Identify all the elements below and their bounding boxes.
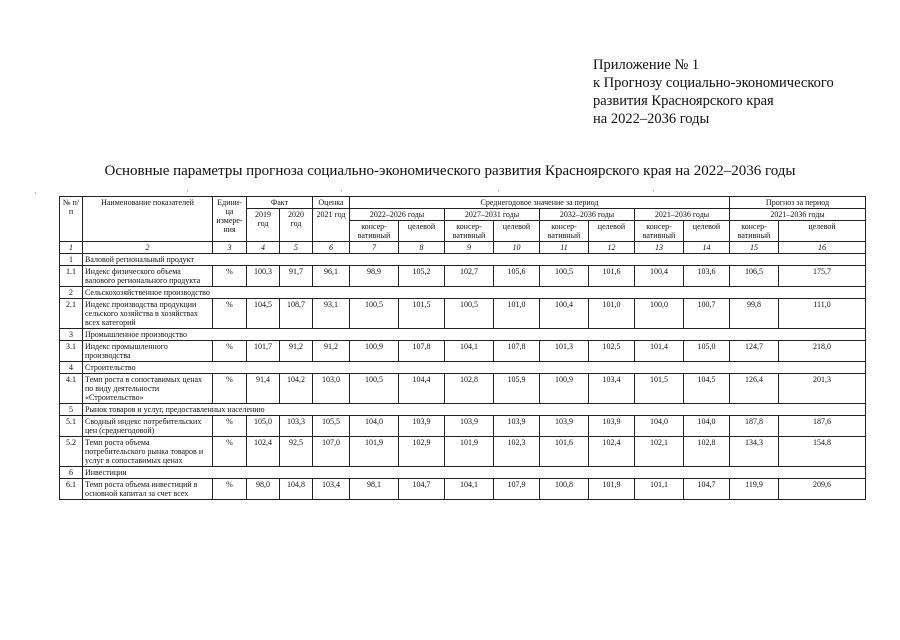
value-cell: 102,4 bbox=[247, 437, 280, 467]
table-row bbox=[60, 299, 866, 329]
section-row bbox=[60, 362, 866, 374]
section-row bbox=[60, 254, 866, 266]
value-cell: 154,8 bbox=[779, 437, 866, 467]
value-cell: 107,8 bbox=[399, 341, 445, 362]
section-number: 2 bbox=[60, 287, 83, 299]
header-name: Наименование показателей bbox=[83, 197, 213, 242]
value-cell: 100,9 bbox=[350, 341, 399, 362]
column-number: 1 bbox=[60, 242, 83, 254]
value-cell: 102,7 bbox=[445, 266, 494, 287]
header-forecast-period: 2021–2036 годы bbox=[730, 209, 866, 221]
row-number: 1.1 bbox=[60, 266, 83, 287]
value-cell: 187,8 bbox=[730, 416, 779, 437]
value-cell: 107,0 bbox=[313, 437, 350, 467]
value-cell: 104,0 bbox=[350, 416, 399, 437]
value-cell: 105,0 bbox=[247, 416, 280, 437]
header-target: целевой bbox=[779, 221, 866, 242]
value-cell: 104,7 bbox=[399, 479, 445, 500]
section-number: 5 bbox=[60, 404, 83, 416]
value-cell: 100,5 bbox=[540, 266, 589, 287]
value-cell: 100,5 bbox=[350, 374, 399, 404]
section-title: Валовой региональный продукт bbox=[83, 254, 866, 266]
row-number: 4.1 bbox=[60, 374, 83, 404]
value-cell: 102,3 bbox=[494, 437, 540, 467]
column-number: 9 bbox=[445, 242, 494, 254]
header-unit: Едини- ца измере- ния bbox=[213, 197, 247, 242]
value-cell: 103,3 bbox=[280, 416, 313, 437]
appendix-line-1: Приложение № 1 bbox=[593, 57, 700, 73]
table-row bbox=[60, 374, 866, 404]
value-cell: 111,0 bbox=[779, 299, 866, 329]
value-cell: 98,9 bbox=[350, 266, 399, 287]
value-cell: 101,9 bbox=[445, 437, 494, 467]
value-cell: 105,9 bbox=[494, 374, 540, 404]
value-cell: 101,9 bbox=[350, 437, 399, 467]
value-cell: 101,3 bbox=[540, 341, 589, 362]
value-cell: 98,0 bbox=[247, 479, 280, 500]
indicator-name: Индекс физического объема валового регионального продукта bbox=[83, 266, 213, 287]
table-row bbox=[60, 266, 866, 287]
header-estimate: Оценка bbox=[313, 197, 350, 209]
section-title: Сельскохозяйственное производство bbox=[83, 287, 866, 299]
column-number: 14 bbox=[684, 242, 730, 254]
value-cell: 106,5 bbox=[730, 266, 779, 287]
appendix-line-4: на 2022–2036 годы bbox=[593, 111, 710, 127]
column-number-row bbox=[60, 242, 866, 254]
value-cell: 103,4 bbox=[313, 479, 350, 500]
indicator-name: Индекс промышленного производства bbox=[83, 341, 213, 362]
scan-speck: · bbox=[34, 188, 37, 198]
value-cell: 93,1 bbox=[313, 299, 350, 329]
table-row bbox=[60, 416, 866, 437]
value-cell: 100,4 bbox=[540, 299, 589, 329]
value-cell: 126,4 bbox=[730, 374, 779, 404]
value-cell: 101,5 bbox=[399, 299, 445, 329]
document-title: Основные параметры прогноза социально-экономического развития Красноярского края на 2022–2036 годы bbox=[104, 163, 796, 179]
value-cell: 104,5 bbox=[247, 299, 280, 329]
section-row bbox=[60, 467, 866, 479]
column-number: 4 bbox=[247, 242, 280, 254]
value-cell: 101,7 bbox=[247, 341, 280, 362]
unit-cell: % bbox=[213, 299, 247, 329]
column-number: 2 bbox=[83, 242, 213, 254]
value-cell: 100,5 bbox=[350, 299, 399, 329]
indicator-name: Темп роста в сопоставимых ценах по виду деятельности «Строительство» bbox=[83, 374, 213, 404]
value-cell: 119,9 bbox=[730, 479, 779, 500]
value-cell: 104,8 bbox=[280, 479, 313, 500]
header-fact: Факт bbox=[247, 197, 313, 209]
column-number: 11 bbox=[540, 242, 589, 254]
value-cell: 101,6 bbox=[540, 437, 589, 467]
row-number: 2.1 bbox=[60, 299, 83, 329]
unit-cell: % bbox=[213, 437, 247, 467]
value-cell: 103,4 bbox=[589, 374, 635, 404]
header-period-2: 2027–2031 годы bbox=[445, 209, 540, 221]
section-number: 1 bbox=[60, 254, 83, 266]
header-target: целевой bbox=[494, 221, 540, 242]
scan-speck: · bbox=[340, 186, 343, 196]
value-cell: 105,6 bbox=[494, 266, 540, 287]
value-cell: 124,7 bbox=[730, 341, 779, 362]
column-number: 12 bbox=[589, 242, 635, 254]
value-cell: 102,1 bbox=[635, 437, 684, 467]
unit-cell: % bbox=[213, 266, 247, 287]
column-number: 3 bbox=[213, 242, 247, 254]
value-cell: 103,9 bbox=[589, 416, 635, 437]
row-number: 5.1 bbox=[60, 416, 83, 437]
value-cell: 107,8 bbox=[494, 341, 540, 362]
section-number: 3 bbox=[60, 329, 83, 341]
value-cell: 101,4 bbox=[635, 341, 684, 362]
value-cell: 105,0 bbox=[684, 341, 730, 362]
value-cell: 104,0 bbox=[684, 416, 730, 437]
value-cell: 100,0 bbox=[635, 299, 684, 329]
scan-speck: · bbox=[497, 186, 500, 196]
value-cell: 92,5 bbox=[280, 437, 313, 467]
value-cell: 103,9 bbox=[399, 416, 445, 437]
header-estimate-2021: 2021 год bbox=[313, 209, 350, 242]
value-cell: 102,8 bbox=[445, 374, 494, 404]
value-cell: 104,2 bbox=[280, 374, 313, 404]
section-title: Строительство bbox=[83, 362, 866, 374]
value-cell: 101,0 bbox=[589, 299, 635, 329]
table-row bbox=[60, 479, 866, 500]
value-cell: 91,7 bbox=[280, 266, 313, 287]
section-title: Рынок товаров и услуг, предоставленных населению bbox=[83, 404, 866, 416]
value-cell: 102,5 bbox=[589, 341, 635, 362]
value-cell: 103,0 bbox=[313, 374, 350, 404]
value-cell: 201,3 bbox=[779, 374, 866, 404]
value-cell: 107,9 bbox=[494, 479, 540, 500]
value-cell: 104,1 bbox=[445, 341, 494, 362]
value-cell: 99,8 bbox=[730, 299, 779, 329]
unit-cell: % bbox=[213, 416, 247, 437]
header-period-4: 2021–2036 годы bbox=[635, 209, 730, 221]
scan-speck: · bbox=[652, 186, 655, 196]
value-cell: 101,6 bbox=[589, 266, 635, 287]
table-row bbox=[60, 341, 866, 362]
value-cell: 100,4 bbox=[635, 266, 684, 287]
header-average: Среднегодовое значение за период bbox=[350, 197, 730, 209]
value-cell: 96,1 bbox=[313, 266, 350, 287]
value-cell: 105,2 bbox=[399, 266, 445, 287]
value-cell: 100,3 bbox=[247, 266, 280, 287]
appendix-line-3: развития Красноярского края bbox=[593, 93, 774, 109]
column-number: 10 bbox=[494, 242, 540, 254]
header-target: целевой bbox=[684, 221, 730, 242]
column-number: 16 bbox=[779, 242, 866, 254]
value-cell: 98,1 bbox=[350, 479, 399, 500]
value-cell: 100,5 bbox=[445, 299, 494, 329]
value-cell: 100,9 bbox=[540, 374, 589, 404]
section-number: 6 bbox=[60, 467, 83, 479]
appendix-block bbox=[593, 56, 834, 128]
indicator-name: Темп роста объема потребительского рынка товаров и услуг в сопоставимых ценах bbox=[83, 437, 213, 467]
value-cell: 101,0 bbox=[494, 299, 540, 329]
header-fact-2020: 2020 год bbox=[280, 209, 313, 242]
unit-cell: % bbox=[213, 479, 247, 500]
value-cell: 102,4 bbox=[589, 437, 635, 467]
row-number: 5.2 bbox=[60, 437, 83, 467]
value-cell: 104,4 bbox=[399, 374, 445, 404]
value-cell: 101,9 bbox=[589, 479, 635, 500]
unit-cell: % bbox=[213, 341, 247, 362]
indicator-name: Индекс производства продукции сельского хозяйства в хозяйствах всех категорий bbox=[83, 299, 213, 329]
appendix-line-2: к Прогнозу социально-экономического bbox=[593, 75, 834, 91]
header-period-3: 2032–2036 годы bbox=[540, 209, 635, 221]
value-cell: 103,9 bbox=[540, 416, 589, 437]
value-cell: 100,7 bbox=[684, 299, 730, 329]
header-forecast: Прогноз за период bbox=[730, 197, 866, 209]
value-cell: 105,5 bbox=[313, 416, 350, 437]
value-cell: 101,1 bbox=[635, 479, 684, 500]
value-cell: 104,0 bbox=[635, 416, 684, 437]
value-cell: 103,9 bbox=[494, 416, 540, 437]
value-cell: 104,1 bbox=[445, 479, 494, 500]
header-conservative: консер- вативный bbox=[635, 221, 684, 242]
row-number: 6.1 bbox=[60, 479, 83, 500]
header-conservative: консер- вативный bbox=[730, 221, 779, 242]
row-number: 3.1 bbox=[60, 341, 83, 362]
header-conservative: консер- вативный bbox=[540, 221, 589, 242]
value-cell: 209,6 bbox=[779, 479, 866, 500]
table-row bbox=[60, 437, 866, 467]
column-number: 8 bbox=[399, 242, 445, 254]
value-cell: 104,5 bbox=[684, 374, 730, 404]
section-number: 4 bbox=[60, 362, 83, 374]
value-cell: 104,7 bbox=[684, 479, 730, 500]
value-cell: 218,0 bbox=[779, 341, 866, 362]
value-cell: 101,5 bbox=[635, 374, 684, 404]
value-cell: 102,8 bbox=[684, 437, 730, 467]
value-cell: 134,3 bbox=[730, 437, 779, 467]
value-cell: 108,7 bbox=[280, 299, 313, 329]
scan-speck: · bbox=[186, 186, 189, 196]
section-title: Инвестиции bbox=[83, 467, 866, 479]
value-cell: 91,2 bbox=[280, 341, 313, 362]
header-fact-2019: 2019 год bbox=[247, 209, 280, 242]
indicator-name: Темп роста объема инвестиций в основной капитал за счет всех bbox=[83, 479, 213, 500]
header-conservative: консер- вативный bbox=[350, 221, 399, 242]
value-cell: 91,2 bbox=[313, 341, 350, 362]
parameters-table bbox=[59, 196, 866, 500]
unit-cell: % bbox=[213, 374, 247, 404]
column-number: 15 bbox=[730, 242, 779, 254]
value-cell: 103,9 bbox=[445, 416, 494, 437]
column-number: 7 bbox=[350, 242, 399, 254]
section-row bbox=[60, 329, 866, 341]
header-conservative: консер- вативный bbox=[445, 221, 494, 242]
value-cell: 187,6 bbox=[779, 416, 866, 437]
value-cell: 103,6 bbox=[684, 266, 730, 287]
header-no: № п/ п bbox=[60, 197, 83, 242]
section-row bbox=[60, 404, 866, 416]
value-cell: 102,9 bbox=[399, 437, 445, 467]
indicator-name: Сводный индекс потребительских цен (среднегодовой) bbox=[83, 416, 213, 437]
header-target: целевой bbox=[399, 221, 445, 242]
header-period-1: 2022–2026 годы bbox=[350, 209, 445, 221]
section-row bbox=[60, 287, 866, 299]
column-number: 13 bbox=[635, 242, 684, 254]
column-number: 6 bbox=[313, 242, 350, 254]
value-cell: 91,4 bbox=[247, 374, 280, 404]
section-title: Промышленное производство bbox=[83, 329, 866, 341]
value-cell: 100,8 bbox=[540, 479, 589, 500]
header-target: целевой bbox=[589, 221, 635, 242]
column-number: 5 bbox=[280, 242, 313, 254]
value-cell: 175,7 bbox=[779, 266, 866, 287]
